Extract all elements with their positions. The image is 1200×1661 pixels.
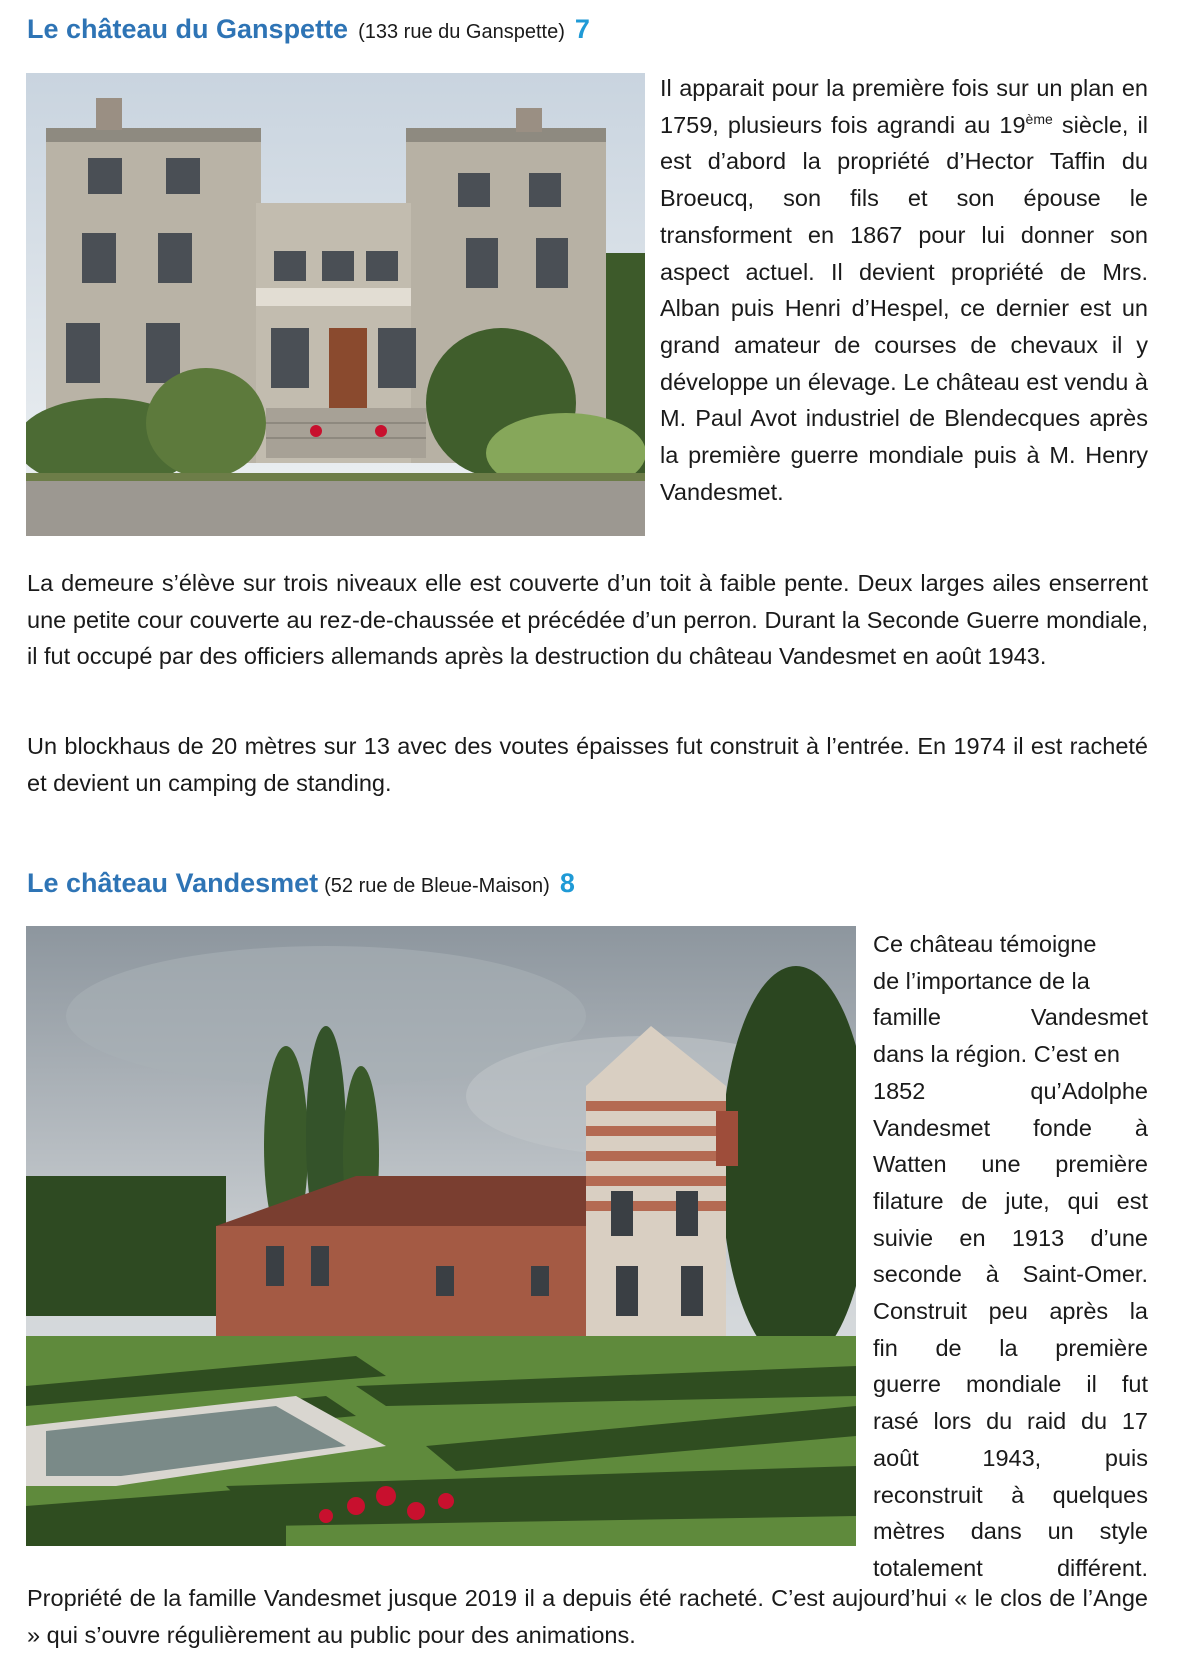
section-heading-vandesmet [27,868,575,899]
history-line: reconstruit à quelques [873,1481,1148,1508]
history-line: Construit peu après la [873,1298,1148,1325]
ganspette-history-text [660,70,1148,510]
century-suffix: ème [1025,110,1053,127]
history-part1: Il apparait pour la première fois sur un plan en 1759, plusieurs fois agrandi au [660,75,1148,138]
ganspette-chateau-photo [26,73,645,536]
vandesmet-ownership-paragraph: Propriété de la famille Vandesmet jusque 2019 il a depuis été racheté. C’est aujourd’hui « le clos de l’Ange » qui s’ouvre régulièrement au public pour des animations. [27,1585,1148,1648]
history-line: filature de jute, qui est [873,1187,1148,1214]
history-part2: siècle, il est d’abord la propriété d’Hector Taffin du Broeucq, son fils et son épouse le transforment en 1867 pour lui donner son aspect actuel. Il devient propriété de Mrs. Alban puis Henri d’Hespel, ce dernier est un grand amateur de courses de chevaux il y développe un élevage. Le château est vendu à M. Paul Avot industriel de Blendecques après la première guerre mondiale puis à M. Henry Vandesmet. [660,111,1148,505]
history-line: dans la région. C’est en [873,1041,1120,1068]
history-line: mètres dans un style [873,1518,1148,1545]
history-line: suivie en 1913 d’une [873,1224,1148,1251]
vandesmet-chateau-photo [26,926,856,1546]
section-number: 7 [574,14,590,44]
history-line: de l’importance de la [873,967,1090,994]
section-address: (52 rue de Bleue-Maison) [324,875,550,897]
history-line: août 1943, puis [873,1444,1148,1471]
section-number: 8 [559,868,575,898]
section-heading-ganspette [27,14,590,45]
history-line: Vandesmet fonde à [873,1114,1148,1141]
history-line: totalement différent. [873,1554,1148,1581]
history-line: Ce château témoigne [873,931,1097,957]
history-line: fin de la première [873,1334,1148,1361]
section-address: (133 rue du Ganspette) [358,21,565,43]
history-line: guerre mondiale il fut [873,1371,1148,1398]
century-number: 19 [999,111,1026,138]
history-line: 1852 qu’Adolphe [873,1077,1148,1104]
section-title: Le château Vandesmet [27,868,319,898]
history-line: rasé lors du raid du 17 [873,1408,1148,1435]
history-line: seconde à Saint-Omer. [873,1261,1148,1288]
ganspette-description-paragraph: La demeure s’élève sur trois niveaux elle est couverte d’un toit à faible pente. Deux larges ailes enserrent une petite cour couverte au rez-de-chaussée et précédée d’un perron. Durant la Seconde Guerre mondiale, il fut occupé par des officiers allemands après la destruction du château Vandesmet en août 1943. [27,570,1148,670]
ganspette-blockhaus-paragraph: Un blockhaus de 20 mètres sur 13 avec des voutes épaisses fut construit à l’entrée. En 1974 il est racheté et devient un camping de standing. [27,733,1148,796]
history-line: Watten une première [873,1151,1148,1178]
history-line: famille Vandesmet [873,1004,1148,1031]
section-title: Le château du Ganspette [27,14,349,44]
vandesmet-history-text [873,926,1148,1587]
